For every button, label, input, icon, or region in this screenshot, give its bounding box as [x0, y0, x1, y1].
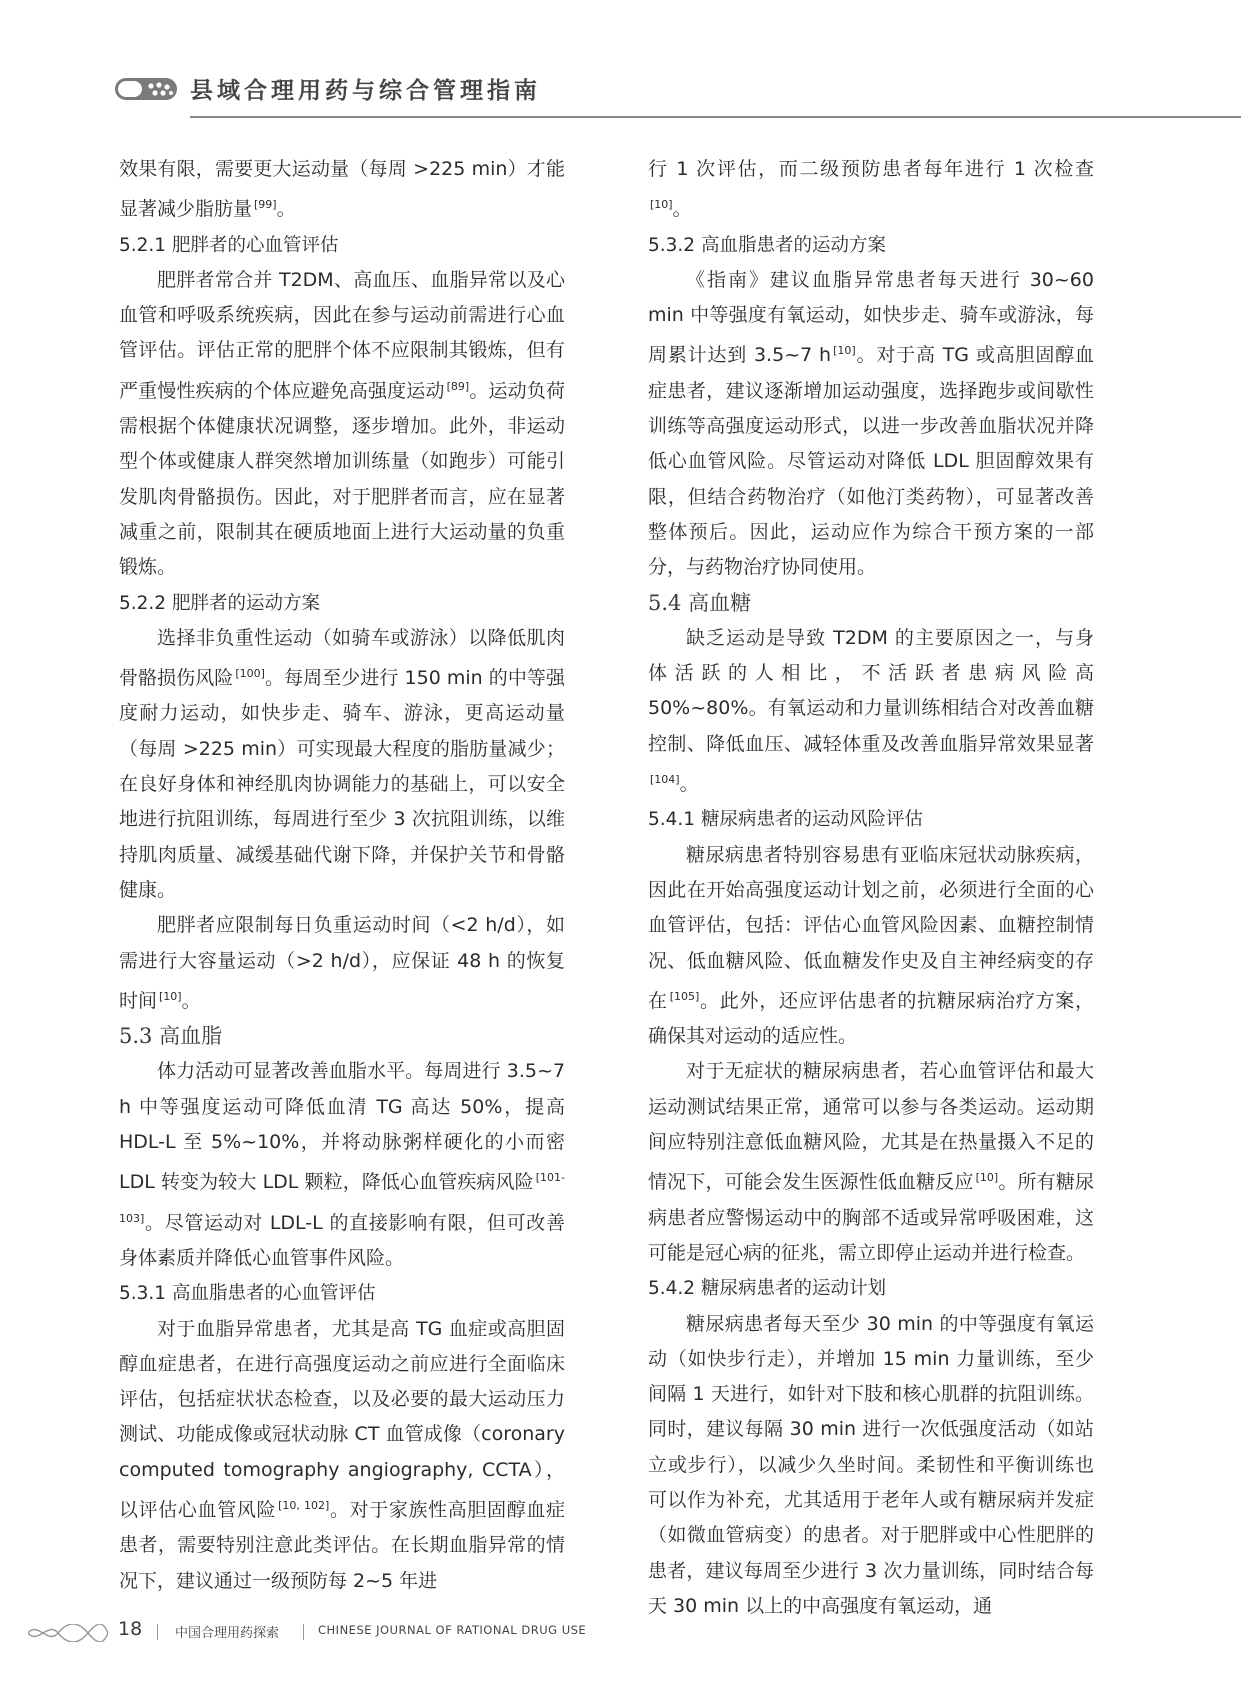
right-column — [648, 152, 1094, 1624]
paragraph-text: 缺乏运动是导致 T2DM 的主要原因之一，与身体活跃的人相比，不活跃者患病风险高 50%~80%。有氧运动和力量训练相结合对改善血糖控制、降低血压、减轻体重及改善血脂异常效果显著 — [648, 626, 1094, 755]
paragraph-text: 。 — [679, 773, 699, 796]
body-paragraph — [648, 1307, 1094, 1625]
citation-ref: [10] — [650, 198, 673, 212]
citation-ref: [101-103] — [119, 1171, 565, 1225]
subsection-heading: 5.3.1 高血脂患者的心血管评估 — [119, 1283, 376, 1305]
paragraph-text: 。 — [672, 198, 692, 221]
paragraph-text: 肥胖者应限制每日负重运动时间（<2 h/d），如需进行大容量运动（>2 h/d），应保证 48 h 的恢复时间 — [119, 914, 565, 1012]
citation-ref: [89] — [446, 379, 470, 393]
subsection-heading: 5.4.2 糖尿病患者的运动计划 — [648, 1278, 886, 1300]
body-paragraph — [648, 152, 1094, 228]
body-paragraph — [119, 621, 565, 908]
body-paragraph — [648, 838, 1094, 1055]
subsection-heading: 5.4.1 糖尿病患者的运动风险评估 — [648, 809, 923, 831]
paragraph-text: 。 — [181, 989, 201, 1012]
section-heading: 5.4 高血糖 — [648, 590, 752, 615]
page-number: 18 — [118, 1618, 143, 1640]
citation-ref: [10, 102] — [278, 1498, 330, 1512]
body-paragraph — [648, 1054, 1094, 1271]
citation-ref: [10] — [833, 344, 856, 358]
footer-separator — [303, 1624, 304, 1640]
page-footer — [0, 1612, 1241, 1652]
body-paragraph — [119, 263, 565, 586]
pill-capsule-icon — [114, 74, 178, 104]
citation-ref: [105] — [669, 989, 700, 1003]
section-heading: 5.3 高血脂 — [119, 1024, 223, 1049]
paragraph-text: 体力活动可显著改善血脂水平。每周进行 3.5~7 h 中等强度运动可降低血清 TG 高达 50%，提高 HDL-L 至 5%~10%，并将动脉粥样硬化的小而密 LDL 转变为较大 LDL 颗粒，降低心血管疾病风险 — [119, 1060, 565, 1194]
paragraph-text: 《指南》建议血脂异常患者每天进行 30~60 min 中等强度有氧运动，如快步走、骑车或游泳，每周累计达到 3.5~7 h — [648, 268, 1094, 367]
paragraph-text: 。所有糖尿病患者应警惕运动中的胸部不适或异常呼吸困难，这可能是冠心病的征兆，需立即停止运动并进行检查。 — [648, 1171, 1094, 1264]
subsection-heading: 5.2.1 肥胖者的心血管评估 — [119, 234, 339, 256]
journal-name-cn: 中国合理用药探索 — [175, 1626, 280, 1641]
paragraph-text: 。 — [276, 198, 296, 221]
paragraph-text: 对于无症状的糖尿病患者，若心血管评估和最大运动测试结果正常，通常可以参与各类运动。运动期间应特别注意低血糖风险，尤其是在热量摄入不足的情况下，可能会发生医源性低血糖反应 — [648, 1060, 1094, 1194]
body-paragraph — [119, 908, 565, 1019]
paragraph-text: 效果有限，需要更大运动量（每周 >225 min）才能显著减少脂肪量 — [119, 158, 565, 221]
citation-ref: [10] — [975, 1171, 999, 1185]
paragraph-text: 。对于家族性高胆固醇血症患者，需要特别注意此类评估。在长期血脂异常的情况下，建议通过一级预防每 2~5 年进 — [119, 1498, 565, 1592]
citation-ref: [10] — [159, 989, 182, 1003]
paragraph-text: 糖尿病患者特别容易患有亚临床冠状动脉疾病，因此在开始高强度运动计划之前，必须进行全面的心血管评估，包括：评估心血管风险因素、血糖控制情况、低血糖风险、低血糖发作史及自主神经病变的存在 — [648, 843, 1094, 1012]
journal-name-en: CHINESE JOURNAL OF RATIONAL DRUG USE — [318, 1623, 587, 1637]
paragraph-text: 对于血脂异常患者，尤其是高 TG 血症或高胆固醇血症患者，在进行高强度运动之前应进行全面临床评估，包括症状状态检查，以及必要的最大运动压力测试、功能成像或冠状动脉 CT 血管成像（coronary computed tomography angiography, CCTA），以评估心血管风险 — [119, 1317, 565, 1521]
body-paragraph — [648, 263, 1094, 586]
paragraph-text: 糖尿病患者每天至少 30 min 的中等强度有氧运动（如快步行走），并增加 15 min 力量训练，至少间隔 1 天进行，如针对下肢和核心肌群的抗阻训练。同时，建议每隔 30 min 进行一次低强度活动（如站立或步行），以减少久坐时间。柔韧性和平衡训练也可以作为补充，尤其适用于老年人或有糖尿病并发症（如微血管病变）的患者。对于肥胖或中心性肥胖的患者，建议每周至少进行 3 次力量训练，同时结合每天 30 min 以上的中高强度有氧运动，通 — [648, 1312, 1094, 1617]
page-header-title: 县域合理用药与综合管理指南 — [190, 77, 541, 104]
paragraph-text: 。运动负荷需根据个体健康状况调整，逐步增加。此外，非运动型个体或健康人群突然增加训练量（如跑步）可能引发肌肉骨骼损伤。因此，对于肥胖者而言，应在显著减重之前，限制其在硬质地面上进行大运动量的负重锻炼。 — [119, 379, 565, 579]
page-header — [0, 0, 1241, 118]
header-divider — [190, 116, 1241, 118]
paragraph-text: 肥胖者常合并 T2DM、高血压、血脂异常以及心血管和呼吸系统疾病，因此在参与运动前需进行心血管评估。评估正常的肥胖个体不应限制其锻炼，但有严重慢性疾病的个体应避免高强度运动 — [119, 268, 565, 402]
footer-separator — [157, 1624, 158, 1640]
subsection-heading: 5.3.2 高血脂患者的运动方案 — [648, 234, 886, 256]
left-column — [119, 152, 565, 1599]
body-paragraph — [119, 152, 565, 228]
paragraph-text: 行 1 次评估，而二级预防患者每年进行 1 次检查 — [648, 158, 1094, 180]
paragraph-text: 选择非负重性运动（如骑车或游泳）以降低肌肉骨骼损伤风险 — [119, 626, 565, 690]
citation-ref: [99] — [254, 198, 277, 212]
paragraph-text: 。此外，还应评估患者的抗糖尿病治疗方案，确保其对运动的适应性。 — [648, 989, 1094, 1048]
body-paragraph — [119, 1054, 565, 1276]
dna-wave-icon — [28, 1624, 108, 1642]
subsection-heading: 5.2.2 肥胖者的运动方案 — [119, 592, 320, 614]
paragraph-text: 。每周至少进行 150 min 的中等强度耐力运动，如快步走、骑车、游泳，更高运动量（每周 >225 min）可实现最大程度的脂肪量减少；在良好身体和神经肌肉协调能力的基础上，可以安全地进行抗阻训练，每周进行至少 3 次抗阻训练，以维持肌肉质量、减缓基础代谢下降，并保护关节和骨骼健康。 — [119, 667, 565, 901]
paragraph-text: 。对于高 TG 或高胆固醇血症患者，建议逐渐增加运动强度，选择跑步或间歇性训练等高强度运动形式，以进一步改善血脂状况并降低心血管风险。尽管运动对降低 LDL 胆固醇效果有限，但结合药物治疗（如他汀类药物），可显著改善整体预后。因此，运动应作为综合干预方案的一部分，与药物治疗协同使用。 — [648, 344, 1094, 579]
paragraph-text: 。尽管运动对 LDL-L 的直接影响有限，但可改善身体素质并降低心血管事件风险。 — [119, 1211, 565, 1269]
citation-ref: [100] — [235, 667, 265, 681]
body-paragraph — [648, 621, 1094, 802]
citation-ref: [104] — [650, 773, 680, 787]
body-paragraph — [119, 1312, 565, 1599]
